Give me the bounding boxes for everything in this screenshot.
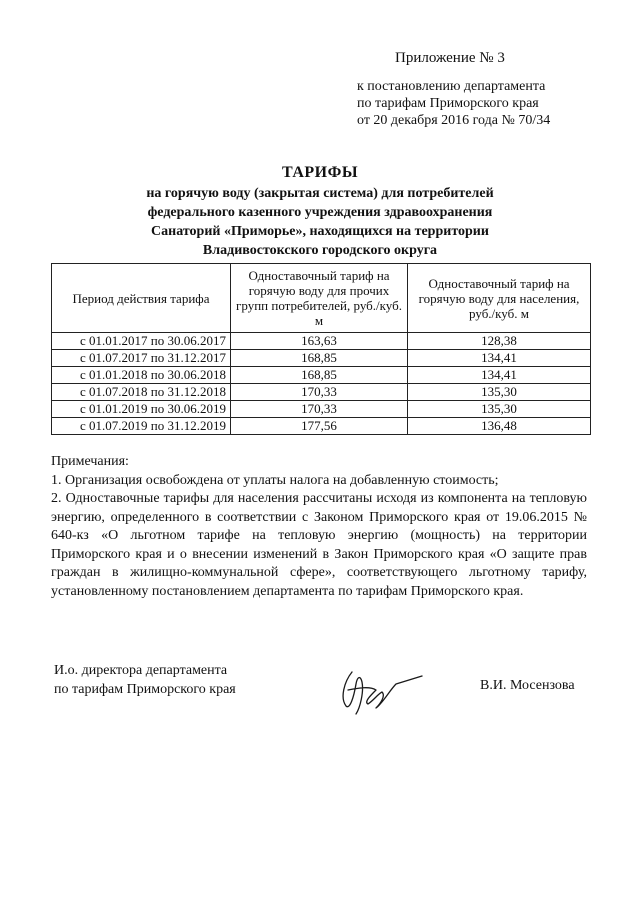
title-line-2: федерального казенного учреждения здравоохранения [147,205,493,220]
row-period: с 01.07.2018 по 31.12.2018 [52,384,231,401]
row-population-tariff: 136,48 [408,418,591,435]
decree-line-3: от 20 декабря 2016 года № 70/34 [357,113,551,128]
title-line-4: Владивостокского городского округа [202,243,438,258]
row-other-tariff: 177,56 [231,418,408,435]
row-population-tariff: 128,38 [408,333,591,350]
row-population-tariff: 134,41 [408,350,591,367]
row-other-tariff: 163,63 [231,333,408,350]
row-period: с 01.01.2017 по 30.06.2017 [52,333,231,350]
signatory-name: В.И. Мосензова [480,678,575,693]
position-line-2: по тарифам Приморского края [54,682,236,697]
title-main: ТАРИФЫ [281,164,359,181]
decree-reference [357,78,550,129]
decree-line-2: по тарифам Приморского края [357,96,539,111]
row-other-tariff: 168,85 [231,367,408,384]
row-period: с 01.01.2019 по 30.06.2019 [52,401,231,418]
table-row [52,418,591,435]
row-period: с 01.07.2019 по 31.12.2019 [52,418,231,435]
table-header-row [52,264,591,333]
table-row [52,350,591,367]
notes-section [51,453,587,601]
title-line-3: Санаторий «Приморье», находящихся на территории [151,224,489,239]
row-other-tariff: 168,85 [231,350,408,367]
row-population-tariff: 135,30 [408,384,591,401]
row-period: с 01.07.2017 по 31.12.2017 [52,350,231,367]
note-item-2: 2. Одноставочные тарифы для населения рассчитаны исходя из компонента на тепловую энергию, определенного в соответствии с Законом Приморского края от 19.06.2015 № 640-кз «О льготном тарифе на тепловую энергию (мощность) на территории Приморского края и о внесении изменений в Закон Приморского края «О защите прав граждан в жилищно-коммунальной сфере», соответствующего льготному тарифу, установленному постановлением департамента по тарифам Приморского края. [51,491,587,599]
row-period: с 01.01.2018 по 30.06.2018 [52,367,231,384]
position-line-1: И.о. директора департамента [54,663,228,678]
row-population-tariff: 135,30 [408,401,591,418]
document-title [90,163,550,260]
signatory-position [54,661,236,699]
note-item-1: 1. Организация освобождена от уплаты налога на добавленную стоимость; [51,472,499,488]
header-population: Одноставочный тариф на горячую воду для населения, руб./куб. м [408,264,591,333]
table-row [52,401,591,418]
table-row [52,384,591,401]
appendix-label: Приложение № 3 [395,50,505,66]
table-row [52,333,591,350]
table-row [52,367,591,384]
row-other-tariff: 170,33 [231,384,408,401]
title-subtitle [90,184,550,260]
title-line-1: на горячую воду (закрытая система) для потребителей [146,186,494,201]
header-other-consumers: Одноставочный тариф на горячую воду для прочих групп потребителей, руб./куб. м [231,264,408,333]
row-other-tariff: 170,33 [231,401,408,418]
decree-line-1: к постановлению департамента [357,79,546,94]
notes-heading: Примечания: [51,454,129,469]
header-period: Период действия тарифа [52,264,231,333]
handwritten-signature-icon [330,660,430,720]
row-population-tariff: 134,41 [408,367,591,384]
tariff-table [51,263,591,435]
